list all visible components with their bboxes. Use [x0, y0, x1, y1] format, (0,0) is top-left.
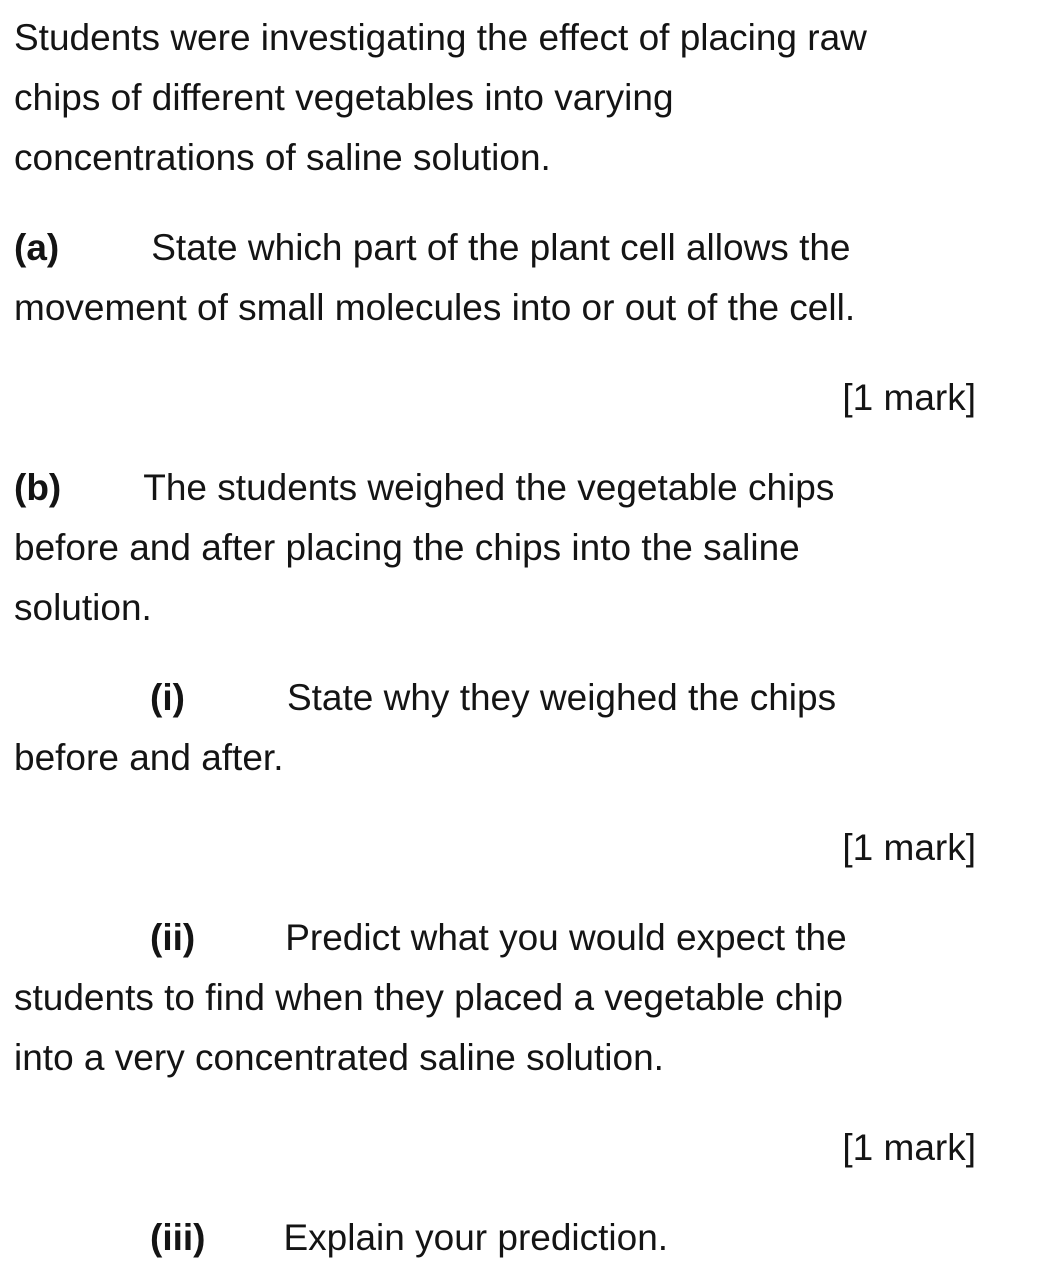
part-a-label: (a) [14, 227, 60, 268]
part-b-line-1 [14, 458, 1014, 518]
part-a-text-1: State which part of the plant cell allows the [151, 227, 851, 268]
part-b-line-2: before and after placing the chips into the saline [14, 527, 800, 568]
part-b-i-mark: [1 mark] [842, 827, 976, 868]
part-b-i-question [14, 668, 1014, 788]
part-b-i-label: (i) [150, 677, 185, 718]
part-b-iii-label: (iii) [150, 1217, 206, 1258]
part-b-ii-text-1: Predict what you would expect the [285, 917, 847, 958]
part-b-iii-text-1: Explain your prediction. [283, 1217, 669, 1258]
intro-paragraph [14, 8, 1014, 188]
part-b-i-text-1: State why they weighed the chips [286, 677, 837, 718]
part-b-ii-mark: [1 mark] [842, 1127, 976, 1168]
part-a-question [14, 218, 1014, 338]
part-b-i-line-2: before and after. [14, 737, 284, 778]
part-b-question [14, 458, 1014, 638]
part-b-ii-line-3: into a very concentrated saline solution. [14, 1037, 664, 1078]
part-b-iii-question [14, 1208, 1014, 1268]
part-b-line-3: solution. [14, 587, 152, 628]
part-b-label: (b) [14, 467, 62, 508]
part-b-ii-label: (ii) [150, 917, 196, 958]
part-a-line-1 [14, 218, 1014, 278]
part-b-i-line-1 [14, 668, 1014, 728]
part-b-ii-line-1 [14, 908, 1014, 968]
part-b-text-1: The students weighed the vegetable chips [143, 467, 835, 508]
part-a-line-2: movement of small molecules into or out of the cell. [14, 287, 856, 328]
part-a-mark: [1 mark] [842, 377, 976, 418]
intro-line-1: Students were investigating the effect of placing raw [14, 17, 867, 58]
intro-line-3: concentrations of saline solution. [14, 137, 551, 178]
intro-line-2: chips of different vegetables into varying [14, 77, 674, 118]
part-b-ii-line-2: students to find when they placed a vegetable chip [14, 977, 843, 1018]
part-b-iii-line-1 [14, 1208, 1014, 1268]
part-b-ii-question [14, 908, 1014, 1088]
